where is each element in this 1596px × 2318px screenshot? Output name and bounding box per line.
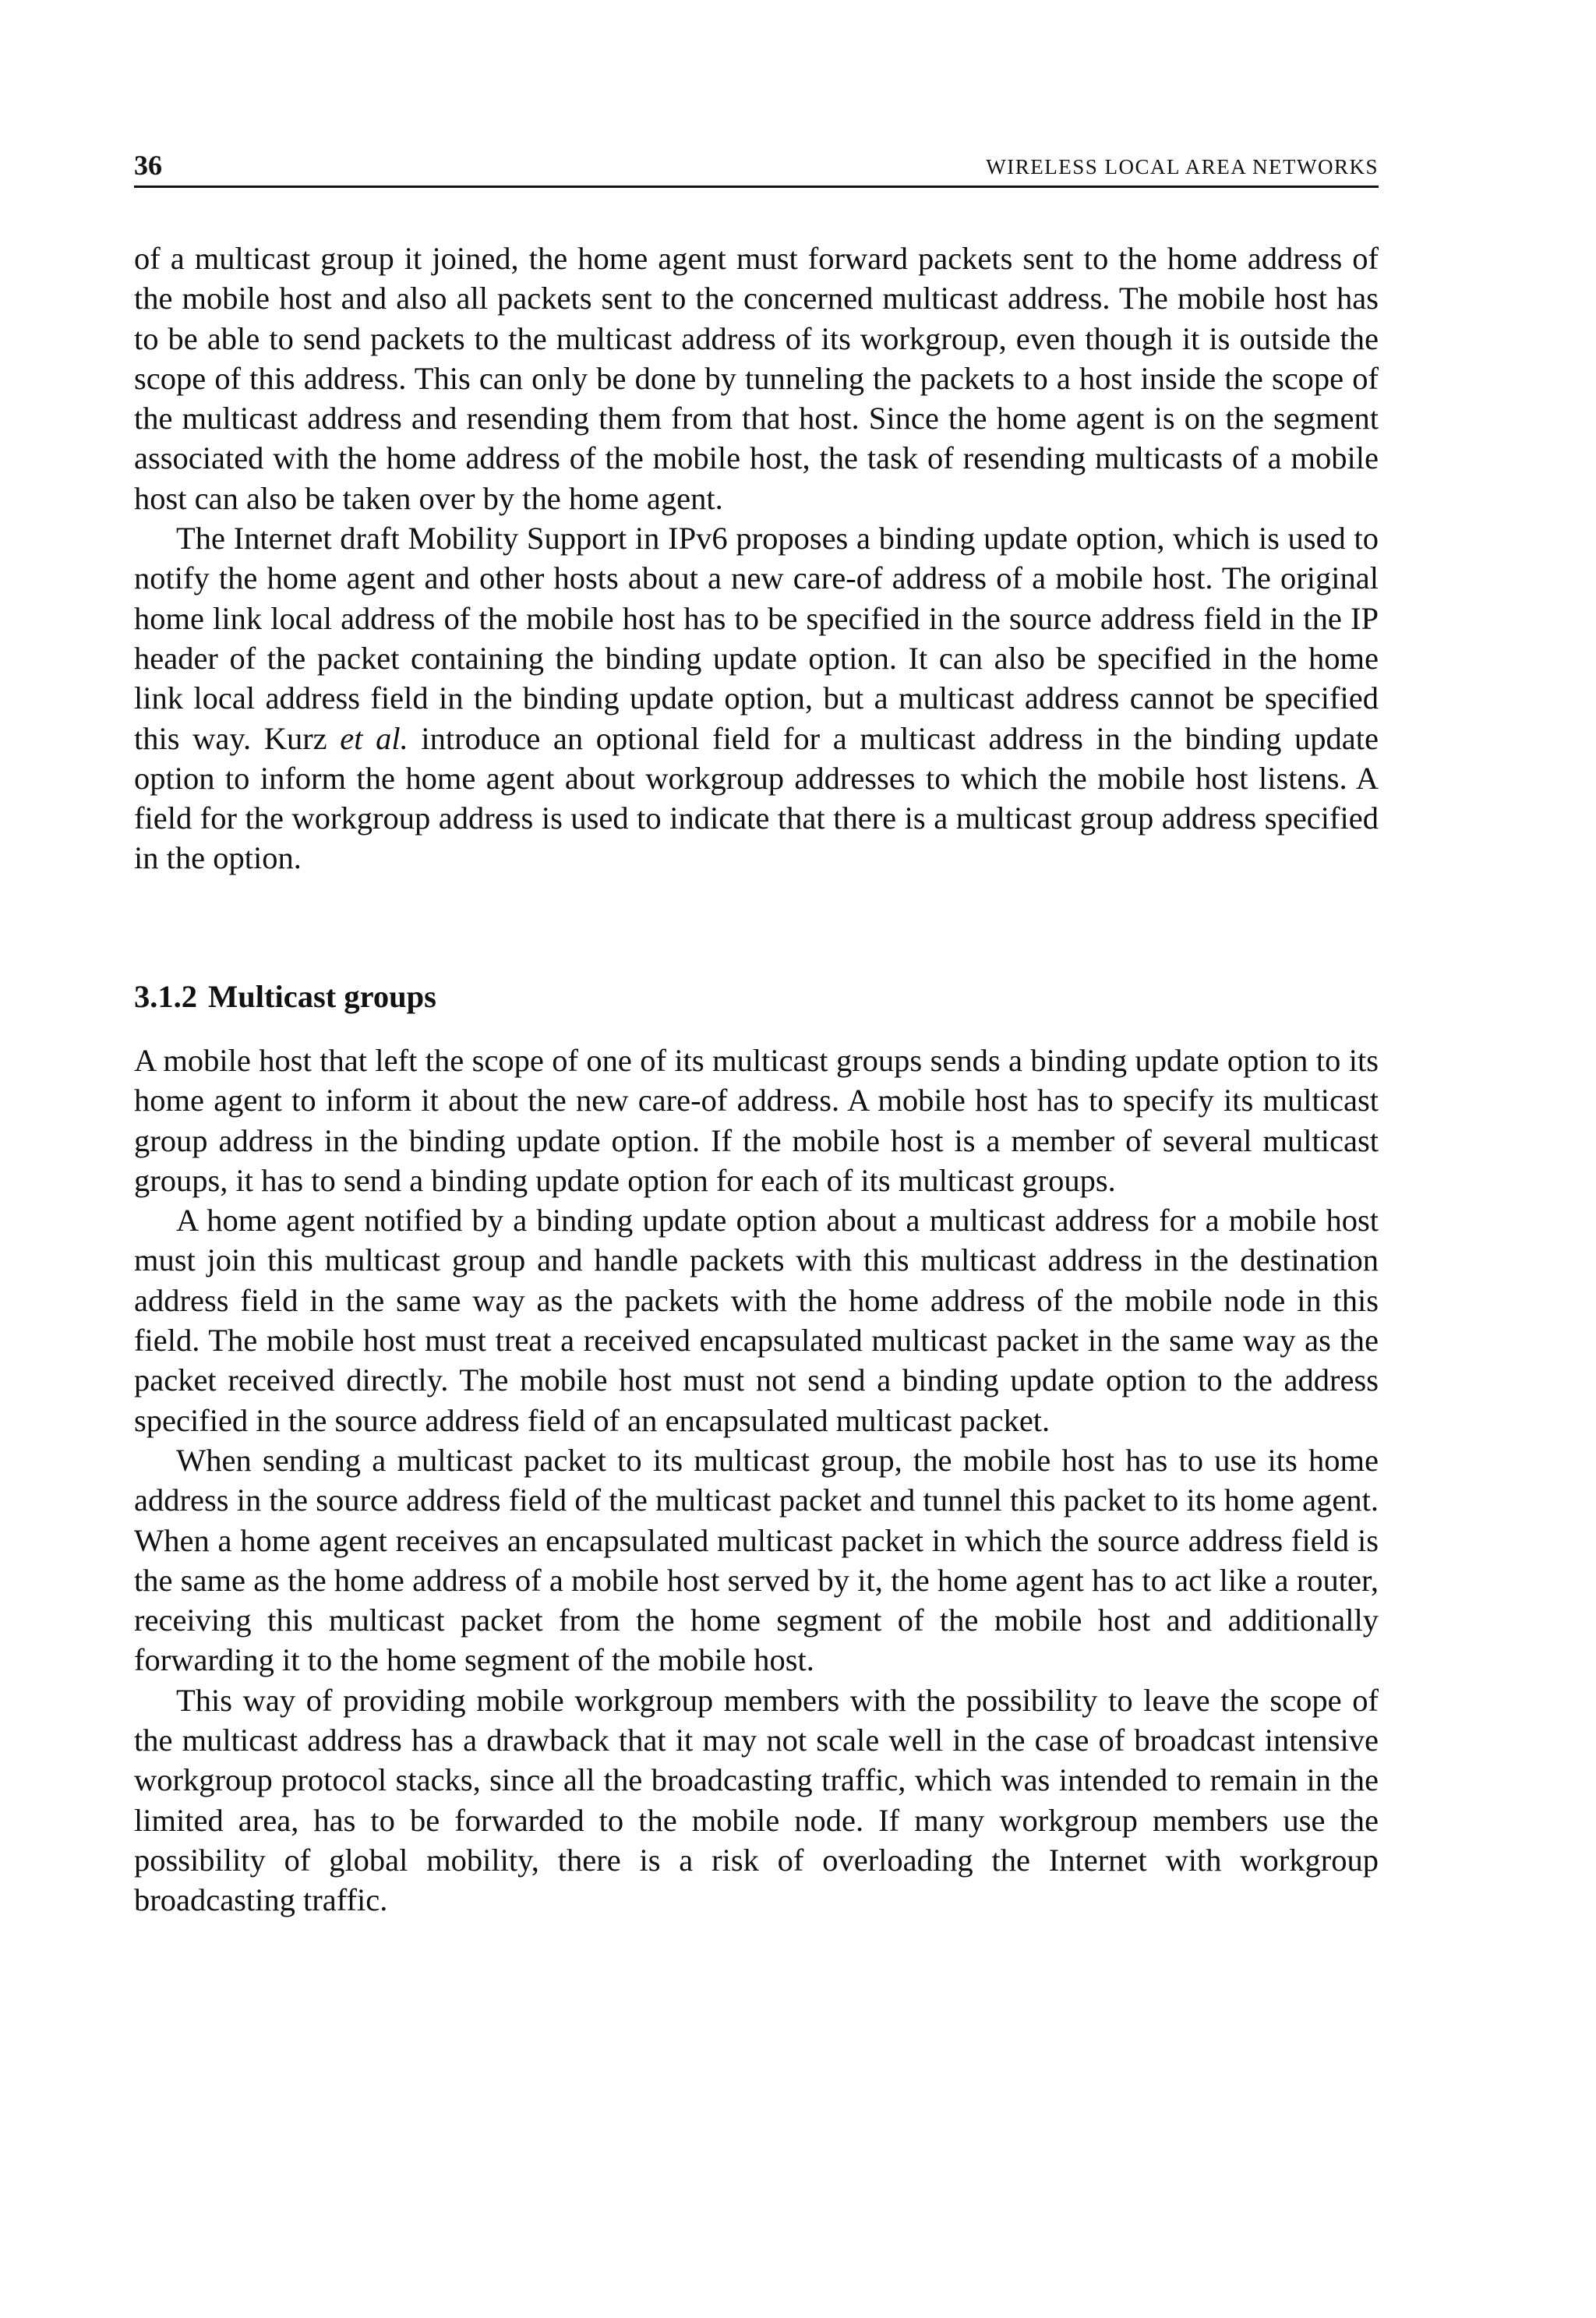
italic-citation: et al. [340,720,408,756]
page-header [134,148,1379,188]
paragraph: This way of providing mobile workgroup members with the possibility to leave the scope of the multicast address has a drawback that it may not scale well in the case of broadcast intensive workgroup protocol stacks, since all the broadcasting traffic, which was intended to remain in the limited area, has to be forwarded to the mobile node. If many workgroup members use the possibility of global mobility, there is a risk of overloading the Internet with workgroup broadcasting traffic. [134,1682,1379,1918]
paragraph: of a multicast group it joined, the home agent must forward packets sent to the home address of the mobile host and also all packets sent to the concerned multicast address. The mobile host has to be able to send packets to the multicast address of its workgroup, even though it is outside the scope of this address. This can only be done by tunneling the packets to a host inside the scope of the multicast address and resending them from that host. Since the home agent is on the segment associated with the home address of the mobile host, the task of resending multicasts of a mobile host can also be taken over by the home agent. [134,241,1379,516]
paragraph-text: introduce an optional field for a multicast address in the binding update option to inform the home agent about workgroup addresses to which the mobile host listens. A field for the workgroup address is used to indicate that there is a multicast group address specified in the option. [134,720,1379,876]
text-block-bottom [134,1041,1379,1920]
section-number: 3.1.2 [134,979,197,1014]
section-heading [134,977,436,1017]
paragraph: A mobile host that left the scope of one of its multicast groups sends a binding update option to its home agent to inform it about the new care-of address. A mobile host has to specify its multicast group address in the binding update option. If the mobile host is a member of several multicast groups, it has to send a binding update option for each of its multicast groups. [134,1043,1379,1198]
section-title: Multicast groups [208,979,436,1014]
running-head: WIRELESS LOCAL AREA NETWORKS [986,155,1379,178]
page-number: 36 [134,150,162,181]
paragraph: When sending a multicast packet to its multicast group, the mobile host has to use its home address in the source address field of the multicast packet and tunnel this packet to its home agent. When a home agent receives an encapsulated multicast packet in which the source address field is the same as the home address of a mobile host served by it, the home agent has to act like a router, receiving this multicast packet from the home segment of the mobile host and additionally forwarding it to the home segment of the mobile host. [134,1442,1379,1678]
paragraph [134,518,1379,878]
paragraph-text: The Internet draft Mobility Support in IPv6 proposes a binding update option, which is used to notify the home agent and other hosts about a new care-of address of a mobile host. The original home link local address of the mobile host has to be specified in the source address field in the IP header of the packet containing the binding update option. It can also be specified in the home link local address field in the binding update option, but a multicast address cannot be specified this way. Kurz [134,521,1379,756]
text-block-top [134,239,1379,878]
paragraph: A home agent notified by a binding update option about a multicast address for a mobile host must join this multicast group and handle packets with this multicast address in the destination address field in the same way as the packets with the home address of the mobile node in this field. The mobile host must treat a received encapsulated multicast packet in the same way as the packet received directly. The mobile host must not send a binding update option to the address specified in the source address field of an encapsulated multicast packet. [134,1203,1379,1438]
